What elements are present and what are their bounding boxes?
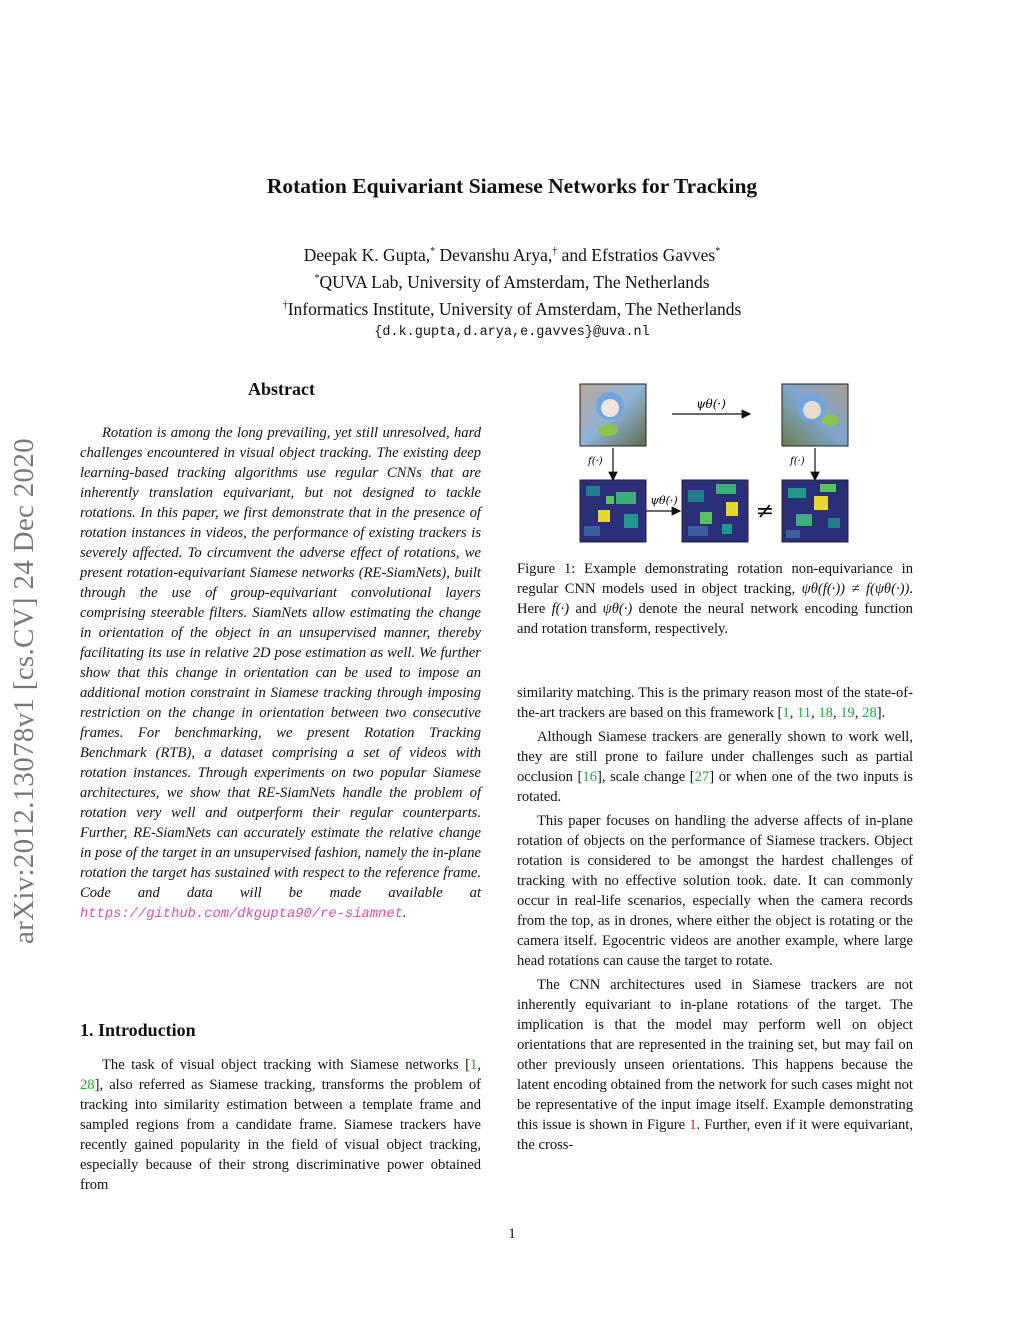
author-arya: Devanshu Arya, <box>435 245 553 265</box>
right-paragraph-3: This paper focuses on handling the adverse affects of in-plane rotation of objects on the performance of Siamese trackers. Object rotation is considered to be amongst the hardest challenges of tracking with no effective solution took. date. It can commonly occur in real-life scenarios, especially when the camera records from the top, as in drones, where either the object is rotating or the camera itself. Egocentric videos are another example, where large head rotations can cause the target to rotate. <box>517 813 913 969</box>
caption-text-d: denote the neural network encoding function and rotation transform, respectively. <box>517 601 913 637</box>
intro-text-b: ], also referred as Siamese tracking, transforms the problem of tracking into similarity estimation between a template frame and sampled regions from a candidate frame. Siamese trackers have recently gained popularity in the field of visual object tracking, especially because of their strong discriminative power obtained from <box>80 1077 481 1193</box>
affiliation-1 <box>0 267 1024 294</box>
input-image-left <box>580 384 646 446</box>
citation-link[interactable]: 18 <box>818 705 833 721</box>
citation-link[interactable]: 27 <box>694 769 710 785</box>
abstract-end: . <box>402 905 407 921</box>
author-gavves: and Efstratios Gavves <box>557 245 716 265</box>
caption-math-2: f(·) <box>551 601 570 617</box>
p4-text-b: . Further, even if it were equivariant, the cross- <box>517 1117 913 1153</box>
citation-link[interactable]: 1 <box>470 1057 478 1073</box>
p4-text-a: The CNN architectures used in Siamese trackers are not inherently equivariant to in-plane rotations of the target. The implication is that the model may perform well on object orientations that are represented in the training set, but may fail on other previously unseen orientations. This happens because the latent encoding obtained from the network for such cases might not be representative of the input image itself. Example demonstrating this issue is shown in Figure <box>517 977 913 1133</box>
caption-text-c: and <box>569 601 603 617</box>
feature-map-middle <box>682 480 748 542</box>
paper-title: Rotation Equivariant Siamese Networks for Tracking <box>266 174 758 198</box>
p2-text-c: ] or when one of the two inputs is rotated. <box>517 769 913 805</box>
affiliation-2 <box>0 294 1024 321</box>
citation-link[interactable]: 28 <box>862 705 877 721</box>
feature-map-right <box>782 480 848 542</box>
p1-text-b: ]. <box>876 705 886 721</box>
right-column <box>517 683 913 1159</box>
sup-star: * <box>715 246 721 257</box>
citation-link[interactable]: 28 <box>80 1077 95 1093</box>
author-gupta: Deepak K. Gupta, <box>303 245 431 265</box>
affiliation-2-text: Informatics Institute, University of Amsterdam, The Netherlands <box>287 299 742 319</box>
caption-math-3: ψθ(·) <box>602 601 633 617</box>
author-line <box>0 240 1024 267</box>
intro-paragraph <box>80 1055 481 1195</box>
top-arrow-label: ψθ(·) <box>696 397 726 411</box>
intro-sep: , <box>477 1057 481 1073</box>
sup-star: * <box>430 246 436 257</box>
caption-text-a: Figure 1: Example demonstrating rotation non-equivariance in regular CNN models used in object tracking, <box>517 561 913 597</box>
mid-arrow-label: ψθ(·) <box>650 494 678 507</box>
feature-map-left <box>580 480 646 542</box>
figure-1-caption <box>517 559 913 639</box>
sup-star: * <box>314 273 320 284</box>
right-paragraph-4 <box>517 975 913 1155</box>
figure-1 <box>576 380 856 550</box>
author-block <box>0 240 1024 345</box>
arxiv-id: arXiv:2012.13078v1 [cs.CV] 24 Dec 2020 <box>8 438 40 944</box>
f-label-right: f(·) <box>790 456 805 467</box>
abstract-heading: Abstract <box>248 379 315 399</box>
email: {d.k.gupta,d.arya,e.gavves}@uva.nl <box>374 325 650 340</box>
citation-link[interactable]: 11 <box>797 705 812 721</box>
not-equal-sign: ≠ <box>755 499 775 524</box>
page-number: 1 <box>508 1226 516 1242</box>
abstract-text: Rotation is among the long prevailing, yet still unresolved, hard challenges encountered in visual object tracking. The existing deep learning-based tracking algorithms use regular CNNs that are inherently translation equivariant, but not designed to tackle rotations. In this paper, we first demonstrate that in the presence of rotation instances in videos, the performance of existing trackers is severely affected. To circumvent the adverse effect of rotations, we present rotation-equivariant Siamese networks (RE-SiamNets), built through the use of group-equivariant convolutional layers comprising steerable filters. SiamNets allow estimating the change in orientation of the object in an unsupervised manner, thereby facilitating its use in relative 2D pose estimation as well. We further show that this change in orientation can be used to impose an additional motion constraint in Siamese tracking through imposing restriction on the change in orientation between two consecutive frames. For benchmarking, we present Rotation Tracking Benchmark (RTB), a dataset comprising a set of videos with rotation instances. Through experiments on two popular Siamese architectures, we show that RE-SiamNets handle the problem of rotation very well and outperform their regular counterparts. Further, RE-SiamNets can accurately estimate the relative change in pose of the target in an unsupervised fashion, namely the in-plane rotation the target has sustained with respect to the reference frame. Code and data will be made available at <box>80 425 481 901</box>
input-image-right <box>782 384 848 446</box>
affiliation-1-text: QUVA Lab, University of Amsterdam, The Netherlands <box>319 272 710 292</box>
p1-text-a: similarity matching. This is the primary reason most of the state-of-the-art trackers are based on this framework [ <box>517 685 913 721</box>
citation-link[interactable]: 19 <box>840 705 855 721</box>
intro-text-a: The task of visual object tracking with Siamese networks [ <box>102 1057 471 1073</box>
f-label-left: f(·) <box>588 456 603 467</box>
intro-heading: 1. Introduction <box>80 1020 196 1040</box>
citation-link[interactable]: 1 <box>782 705 790 721</box>
code-link[interactable]: https://github.com/dkgupta90/re-siamnet <box>80 907 403 922</box>
caption-text-b: . Here <box>517 581 913 617</box>
abstract-body <box>80 423 481 925</box>
citation-link[interactable]: 16 <box>582 769 597 785</box>
sup-dagger: † <box>282 300 288 311</box>
p2-text-b: ], scale change [ <box>596 769 695 785</box>
caption-math-1: ψθ(f(·)) ≠ f(ψθ(·)) <box>801 581 910 597</box>
figure-ref-link[interactable]: 1 <box>689 1117 697 1133</box>
sup-dagger: † <box>552 246 558 257</box>
right-paragraph-2 <box>517 727 913 807</box>
right-paragraph-1: similarity matching. This is the primary reason most of the state-of-the-art trackers are based on this framework [1, 11, 18, 19, 28]. <box>517 685 913 721</box>
p2-text-a: Although Siamese trackers are generally shown to work well, they are still prone to failure under challenges such as partial occlusion [ <box>517 729 913 785</box>
